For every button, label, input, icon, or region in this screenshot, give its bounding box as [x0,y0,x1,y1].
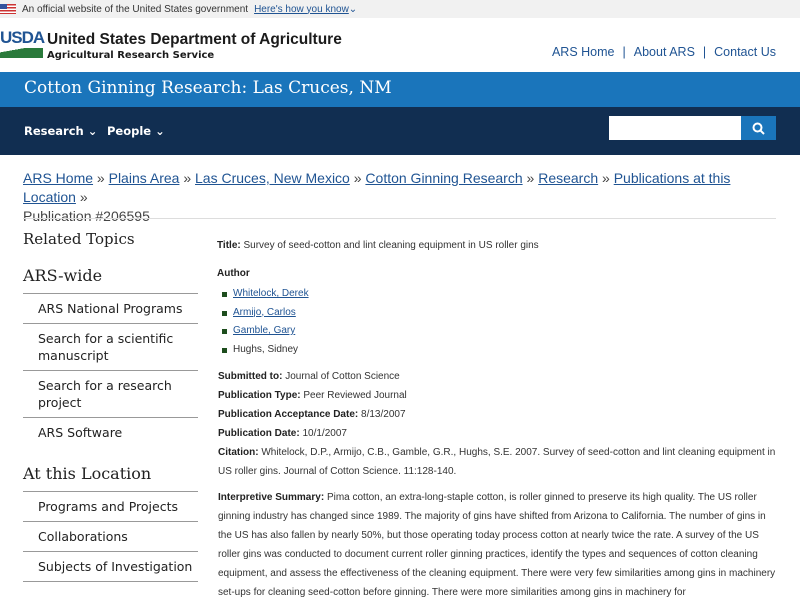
sidebar-item[interactable]: ARS National Programs [23,294,198,324]
breadcrumb-link[interactable]: Publications at this Location [23,170,731,205]
pub-title: Title: Survey of seed-cotton and lint cleaning equipment in US roller gins [217,240,539,251]
author-item [222,304,777,323]
author-link[interactable]: Whitelock, Derek [233,288,309,299]
department-name: United States Department of Agriculture [47,31,342,48]
chevron-down-icon: ⌄ [348,3,358,15]
author-link[interactable]: Gamble, Gary [233,325,296,336]
sidebar-item[interactable]: Search for a scientific manuscript [23,324,198,371]
how-you-know-link[interactable]: Here's how you know [254,3,349,15]
breadcrumb-current: Publication #206595 [23,208,150,224]
author-heading: Author [217,268,250,279]
nav-people[interactable]: People ⌄ [107,124,165,138]
gov-banner [0,0,800,18]
usda-logo[interactable]: USDA [0,30,43,60]
chevron-down-icon: ⌄ [87,124,98,138]
publication-details [217,236,777,602]
author-item [222,285,777,304]
search-icon [752,122,765,135]
author-list [222,285,777,359]
about-ars-link[interactable]: About ARS [633,45,695,59]
gov-banner-text: An official website of the United States government [22,3,249,15]
contact-us-link[interactable]: Contact Us [714,45,776,59]
submitted-to: Submitted to: Journal of Cotton Science [218,371,400,382]
publication-date: Publication Date: 10/1/2007 [218,428,347,439]
divider [23,218,776,219]
section-heading: At this Location [23,464,198,492]
breadcrumb-link[interactable]: Research [538,170,599,186]
author-link[interactable]: Armijo, Carlos [233,306,296,318]
ars-home-link[interactable]: ARS Home [551,45,615,59]
nav-research[interactable]: Research ⌄ [24,124,98,138]
sidebar [23,230,198,582]
acceptance-date: Publication Acceptance Date: 8/13/2007 [218,409,406,420]
related-topics-heading: Related Topics [23,230,135,248]
chevron-down-icon: ⌄ [155,124,165,138]
author-name: Hughs, Sidney [233,343,299,355]
publication-type: Publication Type: Peer Reviewed Journal [218,390,407,401]
author-item [222,341,777,360]
breadcrumb-link[interactable]: ARS Home [23,170,94,186]
site-title: Cotton Ginning Research: Las Cruces, NM [0,72,800,107]
sidebar-item[interactable]: Subjects of Investigation [23,552,198,582]
agency-name: Agricultural Research Service [47,50,215,61]
us-flag-icon [0,4,16,14]
search-button[interactable] [741,116,776,140]
citation: Citation: Whitelock, D.P., Armijo, C.B., Gamble, G.R., Hughs, S.E. 2007. Survey of seed-cotton and lint cleaning equipment in US roller gins. Journal of Cotton Science. 11:128-140. [218,447,776,477]
breadcrumb-link[interactable]: Plains Area [108,170,180,186]
author-item [222,322,777,341]
sidebar-item[interactable]: Programs and Projects [23,492,198,522]
sidebar-item[interactable]: ARS Software [38,425,123,440]
section-heading: ARS-wide [23,266,198,294]
sidebar-item[interactable]: Collaborations [23,522,198,552]
sidebar-item[interactable]: Search for a research project [23,371,198,418]
search-input[interactable] [609,116,742,140]
main-nav [0,107,800,155]
interpretive-summary: Interpretive Summary: Pima cotton, an extra-long-staple cotton, is roller ginned to preserve its high quality. The US roller ginning industry has changed since 1989. The majority of gins have shifted from Arizona to California. The number of gins in the US has also fallen by nearly 50%, but those operating today process cotton at nearly twice the rate. A survey of the US roller gins was conducted to document current roller ginning practices, identify the types and sequences of cotton cleaning equipment, and assess the effectiveness of the cleaning equipment. There were very few similarities among gins in machinery set-ups for cleaning seed-cotton before ginning. There were more similarities among gins in machinery for [218,492,776,598]
site-header: USDA United States Department of Agriculture Agricultural Research Service ARS Home | About ARS | Contact Us [0,28,776,61]
breadcrumb: ARS Home » Plains Area » Las Cruces, New Mexico » Cotton Ginning Research » Research » Publications at this Location » Publication #206595 [23,170,731,224]
breadcrumb-link[interactable]: Las Cruces, New Mexico [195,170,350,186]
breadcrumb-link[interactable]: Cotton Ginning Research [365,170,523,186]
